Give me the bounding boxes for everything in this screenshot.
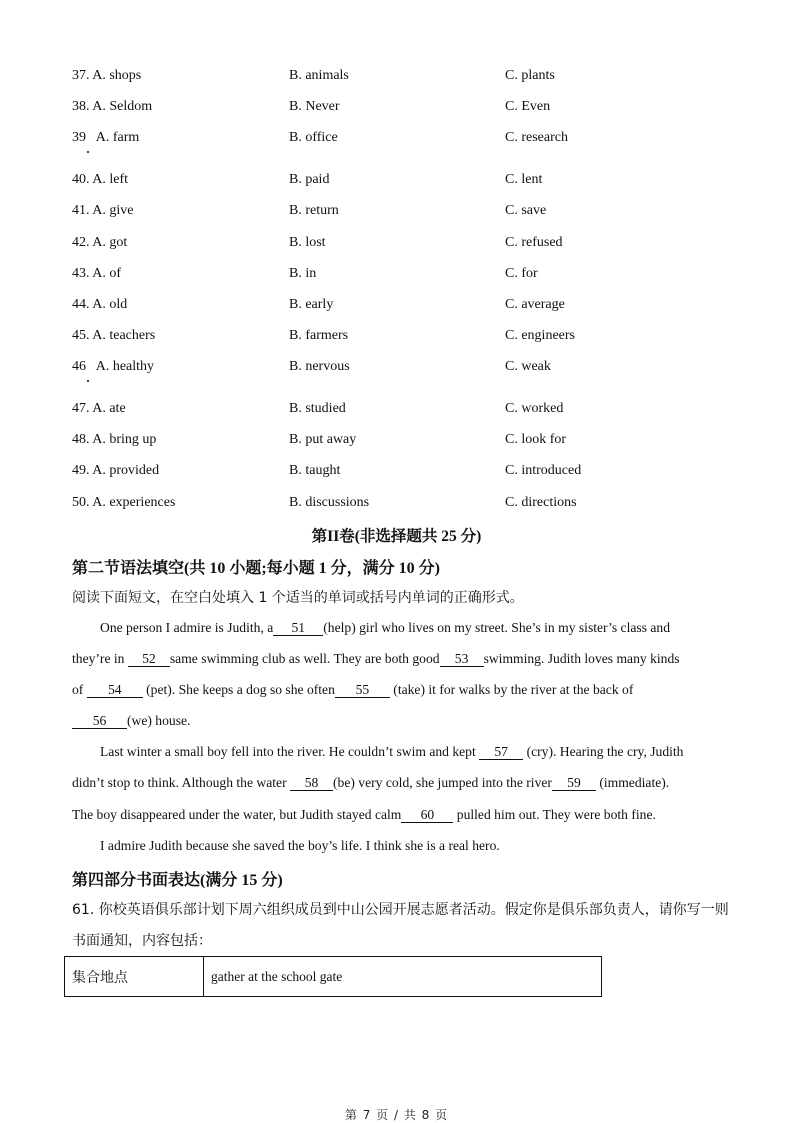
- option-c: C. introduced: [505, 463, 582, 478]
- option-b: B. animals: [289, 68, 349, 83]
- option-row-41: [0, 201, 793, 221]
- blank-51[interactable]: 51: [273, 621, 323, 636]
- option-a: 39 A. farm: [72, 130, 140, 145]
- option-b: B. early: [289, 297, 334, 312]
- table-value-cell: gather at the school gate: [204, 957, 602, 997]
- option-row-48: [0, 430, 793, 450]
- passage-line: Last winter a small boy fell into the river. He couldn’t swim and kept 57 (cry). Hearing the cry, Judith: [100, 744, 684, 759]
- option-a: 41. A. give: [72, 203, 134, 218]
- blank-55[interactable]: 55: [335, 683, 390, 698]
- option-row-42: [0, 233, 793, 253]
- option-a: 46 A. healthy: [72, 359, 155, 374]
- option-b: B. put away: [289, 432, 357, 447]
- grammar-heading: 第二节语法填空(共 10 小题;每小题 1 分，满分 10 分): [72, 560, 440, 577]
- option-b: B. nervous: [289, 359, 350, 374]
- option-b: B. lost: [289, 235, 326, 250]
- option-c: C. research: [505, 130, 568, 145]
- option-a: 48. A. bring up: [72, 432, 157, 447]
- option-c: C. save: [505, 203, 547, 218]
- passage-line: One person I admire is Judith, a 51 (help) girl who lives on my street. She’s in my sister’s class and: [100, 620, 671, 635]
- option-c: C. Even: [505, 99, 551, 114]
- option-b: B. office: [289, 130, 338, 145]
- writing-task-line-1: 61. 你校英语俱乐部计划下周六组织成员到中山公园开展志愿者活动。假定你是俱乐部负责人，请你写一则: [72, 902, 729, 918]
- option-row-50: [0, 493, 793, 513]
- option-c: C. engineers: [505, 328, 575, 343]
- option-a: 44. A. old: [72, 297, 128, 312]
- option-row-49: [0, 461, 793, 481]
- passage-line: didn’t stop to think. Although the water 58 (be) very cold, she jumped into the river 59 (immediate).: [72, 775, 670, 790]
- option-row-40: [0, 170, 793, 190]
- option-a: 37. A. shops: [72, 68, 142, 83]
- blank-57[interactable]: 57: [479, 745, 523, 760]
- passage-line: I admire Judith because she saved the boy’s life. I think she is a real hero.: [100, 838, 500, 853]
- option-row-45: [0, 326, 793, 346]
- option-b: B. studied: [289, 401, 346, 416]
- option-row-46: [0, 357, 793, 377]
- option-a: 45. A. teachers: [72, 328, 156, 343]
- passage-line: The boy disappeared under the water, but Judith stayed calm 60 pulled him out. They were both fine.: [72, 807, 656, 822]
- option-a: 43. A. of: [72, 266, 122, 281]
- blank-59[interactable]: 59: [552, 776, 596, 791]
- option-c: C. lent: [505, 172, 543, 187]
- passage-line: of 54 (pet). She keeps a dog so she often 55 (take) it for walks by the river at the back of: [72, 682, 634, 697]
- blank-60[interactable]: 60: [401, 808, 453, 823]
- option-b: B. Never: [289, 99, 340, 114]
- blank-54[interactable]: 54: [87, 683, 143, 698]
- option-c: C. average: [505, 297, 565, 312]
- option-a: 38. A. Seldom: [72, 99, 153, 114]
- option-row-43: [0, 264, 793, 284]
- option-a: 47. A. ate: [72, 401, 126, 416]
- option-row-37: [0, 66, 793, 86]
- writing-task-line-2: 书面通知，内容包括：: [72, 933, 212, 949]
- option-b: B. paid: [289, 172, 330, 187]
- passage-line: they’re in 52 same swimming club as well. They are both good 53 swimming. Judith loves many kinds: [72, 651, 680, 666]
- option-c: C. worked: [505, 401, 564, 416]
- writing-heading: 第四部分书面表达(满分 15 分): [72, 872, 283, 889]
- option-b: B. taught: [289, 463, 341, 478]
- blank-52[interactable]: 52: [128, 652, 170, 667]
- grammar-instruction: 阅读下面短文，在空白处填入 1 个适当的单词或括号内单词的正确形式。: [72, 590, 524, 606]
- option-c: C. look for: [505, 432, 567, 447]
- part2-title: 第II卷(非选择题共 25 分): [311, 528, 482, 545]
- option-b: B. return: [289, 203, 339, 218]
- table-key-cell: 集合地点: [65, 957, 204, 997]
- blank-53[interactable]: 53: [440, 652, 484, 667]
- stray-dot: [87, 380, 89, 382]
- option-a: 49. A. provided: [72, 463, 160, 478]
- option-c: C. refused: [505, 235, 563, 250]
- blank-56[interactable]: 56: [72, 714, 127, 729]
- option-a: 50. A. experiences: [72, 495, 176, 510]
- option-a: 40. A. left: [72, 172, 128, 187]
- stray-dot: [87, 151, 89, 153]
- option-b: B. discussions: [289, 495, 370, 510]
- option-b: B. in: [289, 266, 317, 281]
- option-row-39: [0, 128, 793, 148]
- page-footer: 第 7 页 / 共 8 页: [344, 1108, 449, 1122]
- option-c: C. plants: [505, 68, 555, 83]
- option-row-44: [0, 295, 793, 315]
- option-c: C. directions: [505, 495, 577, 510]
- option-row-47: [0, 399, 793, 419]
- option-a: 42. A. got: [72, 235, 128, 250]
- table-row: [65, 957, 602, 997]
- option-c: C. for: [505, 266, 538, 281]
- blank-58[interactable]: 58: [290, 776, 333, 791]
- option-c: C. weak: [505, 359, 551, 374]
- option-b: B. farmers: [289, 328, 349, 343]
- passage-line: 56 (we) house.: [72, 711, 190, 731]
- option-row-38: [0, 97, 793, 117]
- writing-info-table: [64, 956, 602, 997]
